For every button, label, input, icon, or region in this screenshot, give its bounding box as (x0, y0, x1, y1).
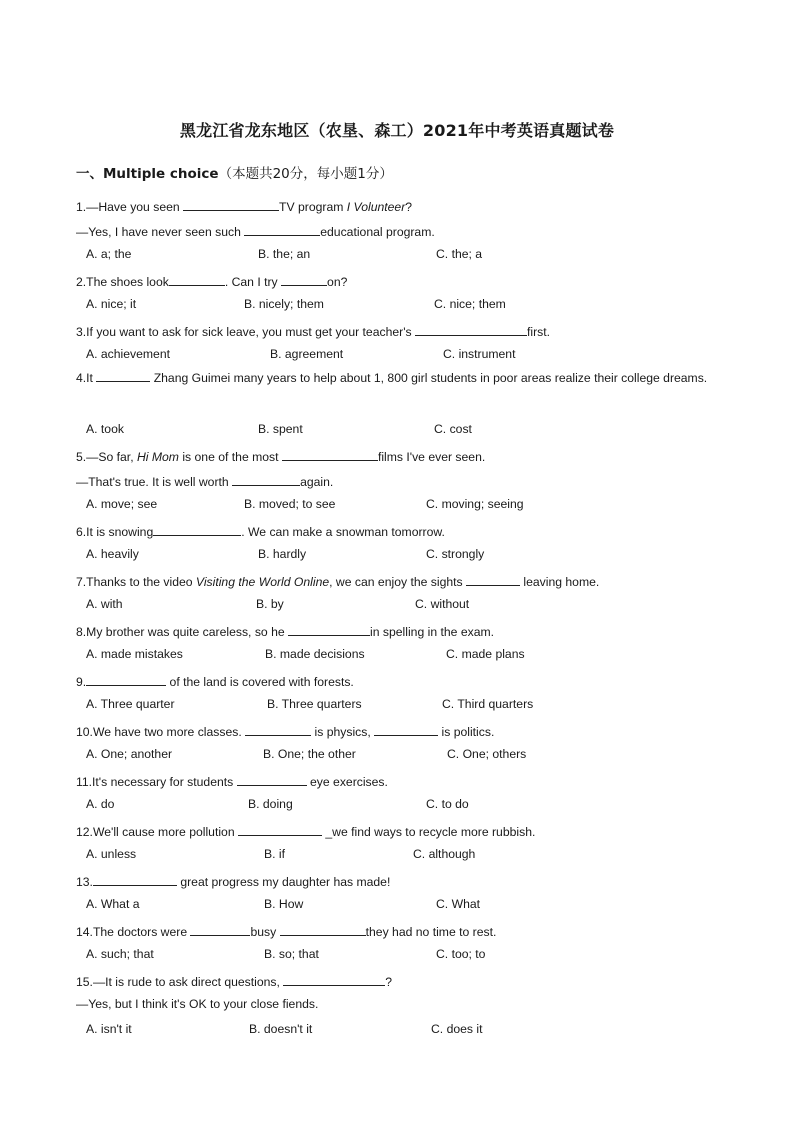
option-b: B. nicely; them (244, 297, 324, 311)
answer-blank (232, 472, 300, 486)
option-b: B. One; the other (263, 747, 356, 761)
answer-blank (96, 368, 150, 382)
answer-blank (245, 722, 311, 736)
option-c: C. moving; seeing (426, 497, 524, 511)
answer-blank (86, 672, 166, 686)
option-c: C. What (436, 897, 481, 911)
option-c: C. too; to (436, 947, 486, 961)
option-a: A. such; that (86, 947, 154, 961)
option-a: A. nice; it (86, 297, 137, 311)
question-11: 11.It's necessary for students eye exercises. (76, 772, 388, 789)
answer-blank (288, 622, 370, 636)
option-a: A. move; see (86, 497, 158, 511)
answer-blank (281, 272, 327, 286)
answer-blank (153, 522, 241, 536)
option-a: A. One; another (86, 747, 173, 761)
option-a: A. took (86, 422, 124, 436)
option-b: B. How (264, 897, 304, 911)
question-13: 13. great progress my daughter has made! (76, 872, 390, 889)
option-a: A. do (86, 797, 115, 811)
option-b: B. so; that (264, 947, 319, 961)
answer-blank (466, 572, 520, 586)
option-a: A. a; the (86, 247, 132, 261)
question-15: 15.—It is rude to ask direct questions, ? (76, 972, 392, 989)
option-c: C. although (413, 847, 476, 861)
question-10: 10.We have two more classes. is physics, is politics. (76, 722, 494, 739)
option-a: A. What a (86, 897, 140, 911)
option-c: C. to do (426, 797, 469, 811)
option-b: B. doesn't it (249, 1022, 313, 1036)
option-a: A. achievement (86, 347, 171, 361)
option-c: C. does it (431, 1022, 483, 1036)
answer-blank (415, 322, 527, 336)
option-b: B. doing (248, 797, 293, 811)
option-b: B. the; an (258, 247, 311, 261)
answer-blank (280, 922, 366, 936)
option-b: B. agreement (270, 347, 344, 361)
option-a: A. unless (86, 847, 137, 861)
option-c: C. Third quarters (442, 697, 534, 711)
answer-blank (237, 772, 307, 786)
page-title: 黑龙江省龙东地区（农垦、森工）2021年中考英语真题试卷 (179, 121, 615, 140)
option-b: B. moved; to see (244, 497, 336, 511)
question-15-dialog: —Yes, but I think it's OK to your close fiends. (76, 997, 319, 1011)
option-a: A. with (86, 597, 123, 611)
answer-blank (244, 222, 320, 236)
option-b: B. hardly (258, 547, 307, 561)
option-b: B. if (264, 847, 285, 861)
question-5-dialog: —That's true. It is well worth again. (76, 472, 333, 489)
option-c: C. cost (434, 422, 472, 436)
option-c: C. One; others (447, 747, 527, 761)
option-c: C. without (415, 597, 470, 611)
answer-blank (190, 922, 250, 936)
section-heading (76, 162, 393, 182)
question-1: 1.—Have you seen TV program I Volunteer? (76, 197, 412, 214)
option-c: C. strongly (426, 547, 485, 561)
question-3: 3.If you want to ask for sick leave, you must get your teacher's first. (76, 322, 550, 339)
option-a: A. made mistakes (86, 647, 183, 661)
question-8: 8.My brother was quite careless, so he in spelling in the exam. (76, 622, 494, 639)
question-5: 5.—So far, Hi Mom is one of the most films I've ever seen. (76, 447, 485, 464)
question-14: 14.The doctors were busy they had no time to rest. (76, 922, 496, 939)
option-a: A. Three quarter (86, 697, 175, 711)
answer-blank (282, 447, 378, 461)
option-c: C. nice; them (434, 297, 506, 311)
question-4: 4.It Zhang Guimei many years to help about 1, 800 girl students in poor areas realize their college dreams. (76, 366, 716, 391)
option-b: B. made decisions (265, 647, 365, 661)
question-6: 6.It is snowing . We can make a snowman tomorrow. (76, 522, 445, 539)
answer-blank (93, 872, 177, 886)
answer-blank (169, 272, 225, 286)
option-c: C. instrument (443, 347, 516, 361)
option-b: B. Three quarters (267, 697, 362, 711)
question-12: 12.We'll cause more pollution _we find ways to recycle more rubbish. (76, 822, 535, 839)
question-9: 9. of the land is covered with forests. (76, 672, 354, 689)
question-2: 2.The shoes look . Can I try on? (76, 272, 347, 289)
question-7: 7.Thanks to the video Visiting the World Online, we can enjoy the sights leaving home. (76, 572, 599, 589)
section-note: （本题共20分，每小题1分） (218, 166, 393, 182)
answer-blank (374, 722, 438, 736)
section-label: 一、Multiple choice (76, 166, 219, 182)
option-a: A. isn't it (86, 1022, 132, 1036)
option-b: B. by (256, 597, 284, 611)
answer-blank (283, 972, 385, 986)
option-b: B. spent (258, 422, 303, 436)
option-a: A. heavily (86, 547, 139, 561)
answer-blank (183, 197, 279, 211)
option-c: C. the; a (436, 247, 483, 261)
answer-blank (238, 822, 322, 836)
option-c: C. made plans (446, 647, 525, 661)
question-1-dialog: —Yes, I have never seen such educational program. (76, 222, 435, 239)
